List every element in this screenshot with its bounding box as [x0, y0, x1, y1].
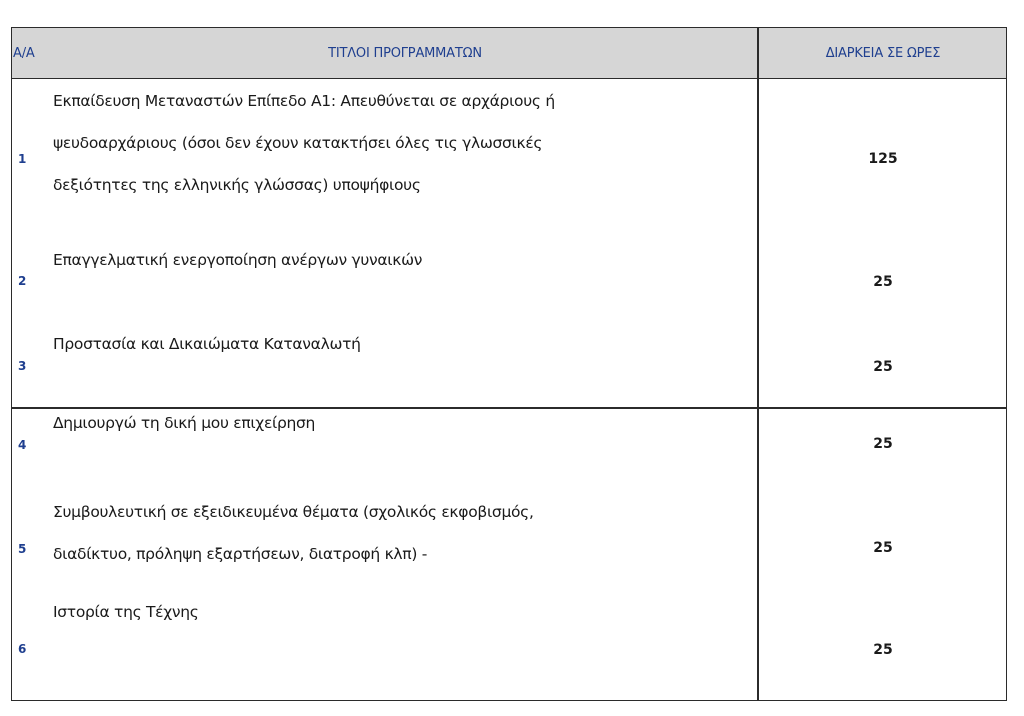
row-title-line: ψευδοαρχάριους (όσοι δεν έχουν κατακτήσει όλες τις γλωσσικές	[53, 134, 543, 152]
row-title-line: Ιστορία της Τέχνης	[53, 603, 199, 621]
row-title-line: Προστασία και Δικαιώματα Καταναλωτή	[53, 335, 361, 353]
row-hours: 25	[873, 436, 893, 452]
header-program-titles: ΤΙΤΛΟΙ ΠΡΟΓΡΑΜΜΑΤΩΝ	[328, 45, 482, 61]
row-number: 2	[18, 274, 27, 288]
row-number: 6	[18, 642, 27, 656]
table-header-row	[12, 28, 1006, 79]
table-row	[12, 229, 1006, 315]
row-title-line: Δημιουργώ τη δική μου επιχείρηση	[53, 414, 316, 432]
row-number: 3	[18, 359, 27, 373]
table-row	[12, 315, 1006, 407]
row-title-line: Συμβουλευτική σε εξειδικευμένα θέματα (σχολικός εκφοβισμός,	[53, 503, 534, 521]
table-row	[12, 468, 1006, 598]
row-title	[53, 323, 743, 365]
row-title-line: διαδίκτυο, πρόληψη εξαρτήσεων, διατροφή κλπ) -	[53, 545, 427, 563]
row-number: 1	[18, 152, 27, 166]
row-title	[53, 402, 743, 444]
header-duration-hours: ΔΙΑΡΚΕΙΑ ΣΕ ΩΡΕΣ	[825, 45, 941, 61]
row-hours: 125	[868, 151, 898, 167]
table-row	[12, 79, 1006, 229]
row-number: 4	[18, 438, 27, 452]
row-title-line: δεξιότητες της ελληνικής γλώσσας) υποψήφιους	[53, 176, 421, 194]
row-hours: 25	[873, 540, 893, 556]
header-aa: A/A	[13, 45, 35, 61]
row-hours: 25	[873, 359, 893, 375]
row-title	[53, 239, 743, 281]
row-title	[53, 591, 743, 633]
row-hours: 25	[873, 274, 893, 290]
row-title-line: Εκπαίδευση Μεταναστών Επίπεδο Α1: Απευθύνεται σε αρχάριους ή	[53, 92, 555, 110]
programs-table	[11, 27, 1007, 701]
row-title-line: Επαγγελματική ενεργοποίηση ανέργων γυναικών	[53, 251, 423, 269]
table-row	[12, 598, 1006, 701]
row-number: 5	[18, 542, 27, 556]
table-row	[12, 408, 1006, 468]
row-hours: 25	[873, 642, 893, 658]
row-title	[53, 491, 743, 575]
row-title	[53, 80, 743, 206]
